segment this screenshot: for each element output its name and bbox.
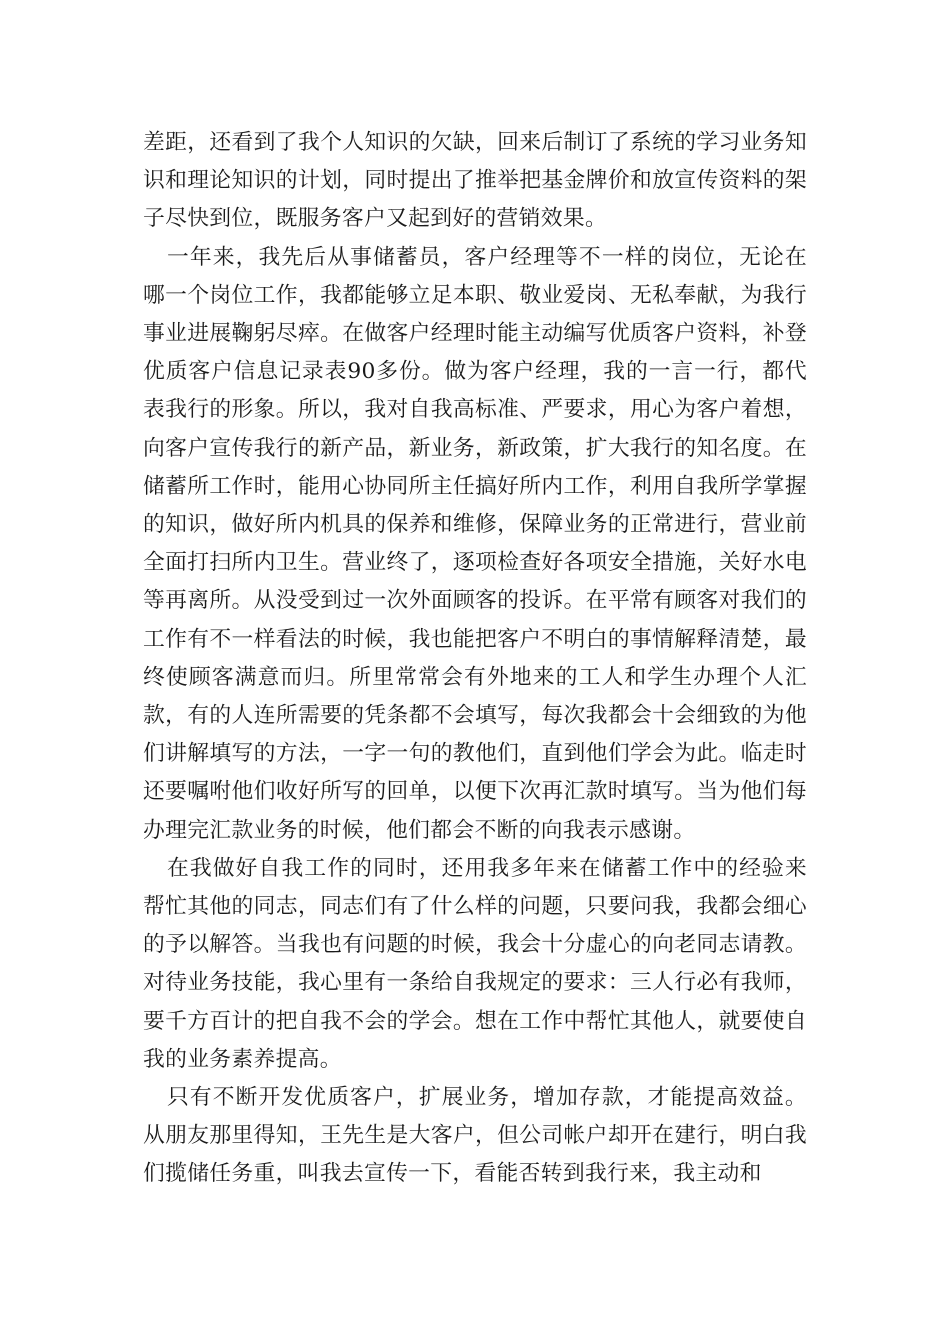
paragraph-1: 差距，还看到了我个人知识的欠缺，回来后制订了系统的学习业务知识和理论知识的计划，同时提出了推举把基金牌价和放宣传资料的架子尽快到位，既服务客户又起到好的营销效果。	[143, 130, 807, 232]
paragraph-2: 一年来，我先后从事储蓄员，客户经理等不一样的岗位，无论在哪一个岗位工作，我都能够立足本职、敬业爱岗、无私奉献，为我行事业进展鞠躬尽瘁。在做客户经理时能主动编写优质客户资料，补登优质客户信息记录表90多份。做为客户经理，我的一言一行，都代表我行的形象。所以，我对自我高标准、严要求，用心为客户着想，向客户宣传我行的新产品，新业务，新政策，扩大我行的知名度。在储蓄所工作时，能用心协同所主任搞好所内工作，利用自我所学掌握的知识，做好所内机具的保养和维修，保障业务的正常进行，营业前全面打扫所内卫生。营业终了，逐项检查好各项安全措施，关好水电等再离所。从没受到过一次外面顾客的投诉。在平常有顾客对我们的工作有不一样看法的时候，我也能把客户不明白的事情解释清楚，最终使顾客满意而归。所里常常会有外地来的工人和学生办理个人汇款，有的人连所需要的凭条都不会填写，每次我都会十会细致的为他们讲解填写的方法，一字一句的教他们，直到他们学会为此。临走时还要嘱咐他们收好所写的回单，以便下次再汇款时填写。当为他们每办理完汇款业务的时候，他们都会不断的向我表示感谢。	[143, 244, 807, 843]
document-page	[143, 124, 807, 1194]
paragraph-4: 只有不断开发优质客户，扩展业务，增加存款，才能提高效益。从朋友那里得知，王先生是大客户，但公司帐户却开在建行，明白我们揽储任务重，叫我去宣传一下，看能否转到我行来，我主动和	[143, 1085, 807, 1187]
paragraph-3: 在我做好自我工作的同时，还用我多年来在储蓄工作中的经验来帮忙其他的同志，同志们有了什么样的问题，只要问我，我都会细心的予以解答。当我也有问题的时候，我会十分虚心的向老同志请教。对待业务技能，我心里有一条给自我规定的要求：三人行必有我师，要千方百计的把自我不会的学会。想在工作中帮忙其他人，就要使自我的业务素养提高。	[143, 855, 807, 1072]
